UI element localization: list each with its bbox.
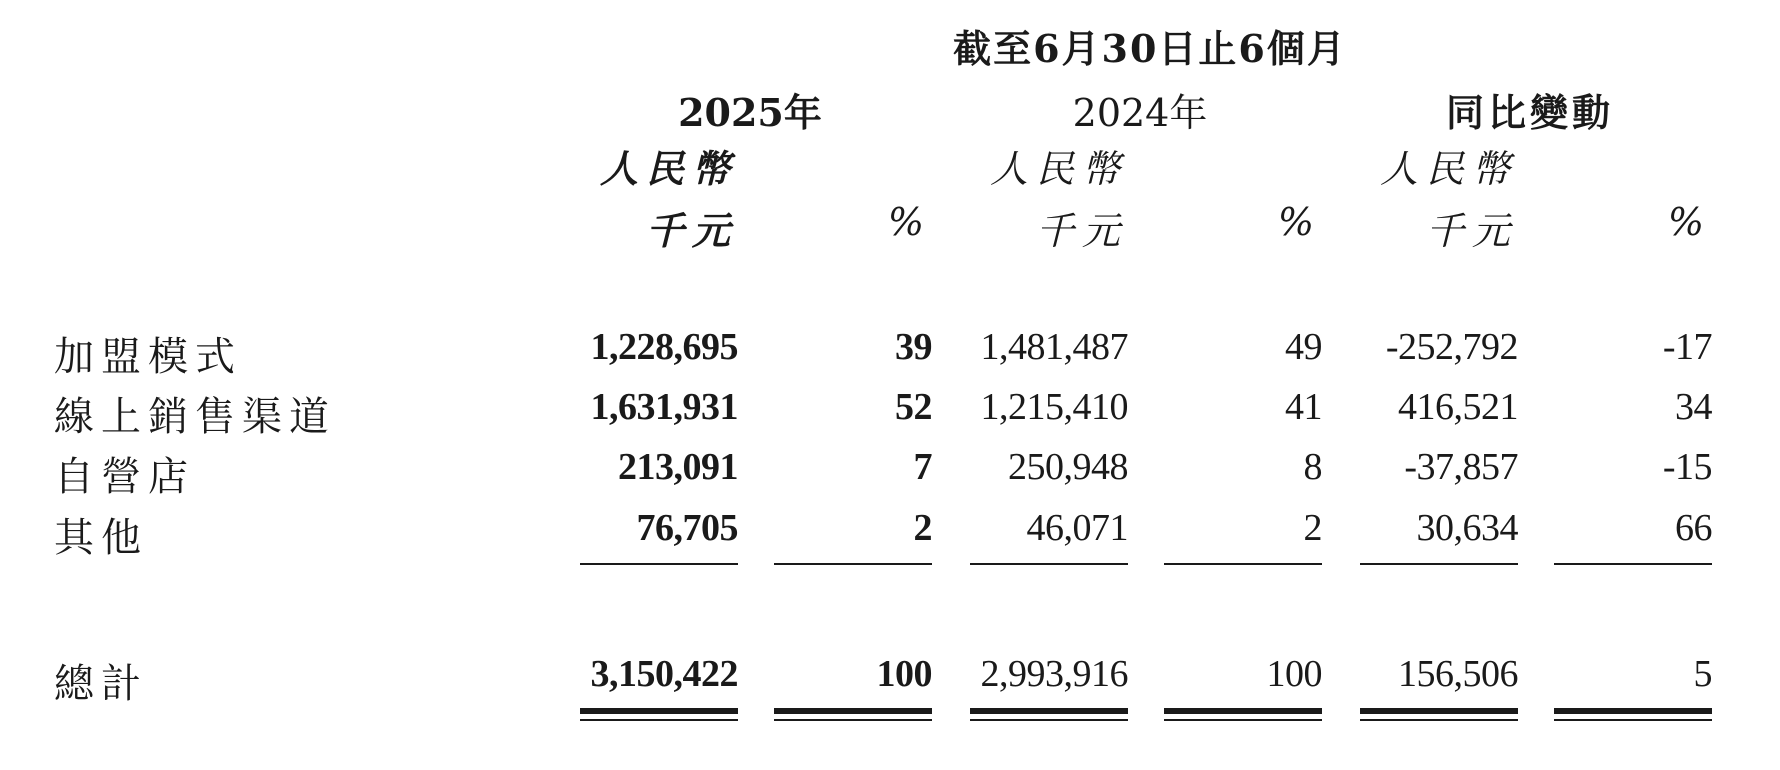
cell-total-2024: 2,993,916 — [980, 653, 1128, 695]
currency-label-2025: 人民幣 — [599, 146, 738, 191]
cell-self-operated-2024: 250,948 — [1008, 446, 1128, 488]
cell-franchise-2024: 1,481,487 — [980, 326, 1128, 368]
cell-online-change: 416,521 — [1398, 386, 1518, 428]
currency-label-2024: 人民幣 — [989, 147, 1128, 191]
cell-franchise-2024-pct: 49 — [1285, 326, 1322, 368]
cell-self-operated-2025: 213,091 — [618, 446, 738, 488]
cell-online-2024-pct: 41 — [1285, 386, 1322, 428]
cell-total-2024-pct: 100 — [1266, 653, 1322, 695]
cell-self-operated-change: -37,857 — [1404, 446, 1518, 488]
cell-total-2025-pct: 100 — [876, 653, 932, 695]
total-double-rule-2024-pct-thin — [1164, 719, 1322, 721]
total-double-rule-change-pct-thin — [1554, 719, 1712, 721]
cell-total-2025: 3,150,422 — [590, 653, 738, 695]
subtotal-rule-2025-pct — [774, 563, 932, 565]
cell-franchise-change-pct: -17 — [1662, 326, 1712, 368]
unit-thousand-change: 千元 — [1425, 209, 1518, 253]
currency-label-change: 人民幣 — [1379, 147, 1518, 191]
year-2024-header: 2024年 — [1072, 91, 1208, 135]
cell-total-change: 156,506 — [1398, 653, 1518, 695]
unit-thousand-2024: 千元 — [1035, 209, 1128, 253]
cell-others-2025-pct: 2 — [913, 507, 932, 549]
cell-franchise-change: -252,792 — [1385, 326, 1518, 368]
subtotal-rule-2024 — [970, 563, 1128, 565]
cell-self-operated-2025-pct: 7 — [913, 446, 932, 488]
period-header: 截至6月30日止6個月 — [953, 26, 1347, 71]
total-double-rule-2024 — [970, 708, 1128, 714]
total-double-rule-2025-thin — [580, 719, 738, 721]
cell-others-2024: 46,071 — [1026, 507, 1128, 549]
cell-franchise-2025-pct: 39 — [895, 326, 932, 368]
cell-self-operated-change-pct: -15 — [1662, 446, 1712, 488]
row-label-online: 線上銷售渠道 — [54, 394, 336, 440]
cell-others-2024-pct: 2 — [1303, 507, 1322, 549]
cell-online-change-pct: 34 — [1675, 386, 1712, 428]
cell-franchise-2025: 1,228,695 — [590, 326, 738, 368]
total-double-rule-2024-thin — [970, 719, 1128, 721]
cell-self-operated-2024-pct: 8 — [1303, 446, 1322, 488]
total-double-rule-change-pct — [1554, 708, 1712, 714]
total-double-rule-change-thin — [1360, 719, 1518, 721]
cell-total-change-pct: 5 — [1693, 653, 1712, 695]
unit-thousand-2025: 千元 — [645, 208, 738, 253]
yoy-change-header: 同比變動 — [1445, 90, 1614, 135]
cell-online-2025-pct: 52 — [895, 386, 932, 428]
total-double-rule-2024-pct — [1164, 708, 1322, 714]
subtotal-rule-change-pct — [1554, 563, 1712, 565]
total-double-rule-change — [1360, 708, 1518, 714]
row-label-self-operated: 自營店 — [54, 454, 195, 500]
total-double-rule-2025 — [580, 708, 738, 714]
cell-others-change-pct: 66 — [1675, 507, 1712, 549]
subtotal-rule-change — [1360, 563, 1518, 565]
cell-online-2024: 1,215,410 — [980, 386, 1128, 428]
row-label-others: 其他 — [54, 515, 148, 561]
row-label-franchise: 加盟模式 — [54, 334, 242, 380]
row-label-total: 總計 — [54, 661, 148, 707]
unit-percent-2025: % — [887, 200, 932, 244]
subtotal-rule-2024-pct — [1164, 563, 1322, 565]
unit-percent-change: % — [1667, 200, 1712, 244]
unit-percent-2024: % — [1277, 200, 1322, 244]
total-double-rule-2025-pct — [774, 708, 932, 714]
year-2025-header: 2025年 — [678, 90, 822, 135]
total-double-rule-2025-pct-thin — [774, 719, 932, 721]
cell-others-2025: 76,705 — [636, 507, 738, 549]
cell-others-change: 30,634 — [1416, 507, 1518, 549]
cell-online-2025: 1,631,931 — [590, 386, 738, 428]
subtotal-rule-2025 — [580, 563, 738, 565]
